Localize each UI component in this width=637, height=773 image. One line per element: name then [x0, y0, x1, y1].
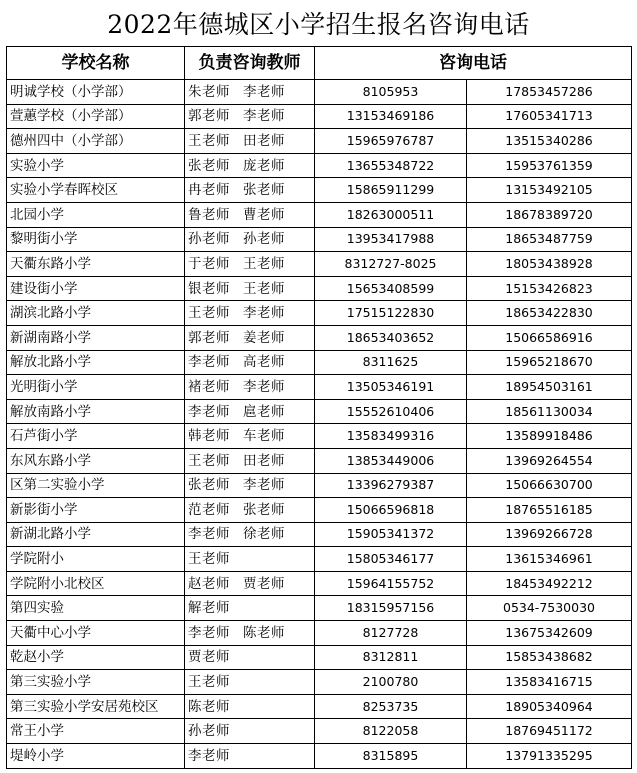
phone-2: 13153492105 — [467, 178, 632, 203]
phone-1: 17515122830 — [315, 301, 467, 326]
teacher-1: 王老师 — [188, 305, 230, 322]
school-name: 第三实验小学安居苑校区 — [7, 694, 185, 719]
table-row — [7, 547, 632, 572]
teacher-2: 孙老师 — [243, 231, 285, 248]
phone-2: 18053438928 — [467, 252, 632, 277]
school-name: 实验小学春晖校区 — [7, 178, 185, 203]
teacher-1: 银老师 — [188, 280, 230, 297]
table-row — [7, 645, 632, 670]
teacher-1: 李老师 — [188, 747, 230, 764]
teacher-1: 陈老师 — [188, 698, 230, 715]
teacher-1: 孙老师 — [188, 231, 230, 248]
school-name: 北园小学 — [7, 202, 185, 227]
phone-2: 18765516185 — [467, 498, 632, 523]
teacher-1: 郭老师 — [188, 329, 230, 346]
school-name: 区第二实验小学 — [7, 473, 185, 498]
table-row — [7, 301, 632, 326]
teacher-names — [185, 178, 315, 203]
teacher-2: 王老师 — [243, 280, 285, 297]
school-name: 实验小学 — [7, 153, 185, 178]
phone-1: 8315895 — [315, 744, 467, 769]
teacher-names — [185, 719, 315, 744]
teacher-1: 冉老师 — [188, 182, 230, 199]
phone-2: 18678389720 — [467, 202, 632, 227]
table-row — [7, 596, 632, 621]
phone-2: 15965218670 — [467, 350, 632, 375]
table-row — [7, 424, 632, 449]
table-row — [7, 80, 632, 105]
phone-1: 8122058 — [315, 719, 467, 744]
table-body — [7, 80, 632, 769]
table-row — [7, 498, 632, 523]
school-name: 新湖北路小学 — [7, 522, 185, 547]
teacher-2: 李老师 — [243, 305, 285, 322]
phone-1: 15653408599 — [315, 276, 467, 301]
phone-1: 13396279387 — [315, 473, 467, 498]
school-name: 东风东路小学 — [7, 448, 185, 473]
school-name: 学院附小北校区 — [7, 571, 185, 596]
phone-2: 17605341713 — [467, 104, 632, 129]
teacher-1: 郭老师 — [188, 108, 230, 125]
teacher-names — [185, 522, 315, 547]
teacher-names — [185, 104, 315, 129]
table-row — [7, 276, 632, 301]
table-row — [7, 522, 632, 547]
teacher-names — [185, 301, 315, 326]
teacher-2: 庞老师 — [243, 157, 285, 174]
teacher-1: 李老师 — [188, 624, 230, 641]
phone-2: 18561130034 — [467, 399, 632, 424]
phone-1: 18315957156 — [315, 596, 467, 621]
teacher-names — [185, 596, 315, 621]
table-row — [7, 448, 632, 473]
teacher-1: 解老师 — [188, 600, 230, 617]
teacher-names — [185, 498, 315, 523]
contact-table — [6, 46, 632, 769]
teacher-names — [185, 375, 315, 400]
phone-1: 13953417988 — [315, 227, 467, 252]
page-title: 2022年德城区小学招生报名咨询电话 — [107, 10, 530, 39]
school-name: 堤岭小学 — [7, 744, 185, 769]
teacher-names — [185, 645, 315, 670]
teacher-2: 贾老师 — [243, 575, 285, 592]
teacher-2: 李老师 — [243, 83, 285, 100]
teacher-1: 赵老师 — [188, 575, 230, 592]
teacher-names — [185, 350, 315, 375]
teacher-names — [185, 744, 315, 769]
phone-2: 15066630700 — [467, 473, 632, 498]
school-name: 天衢东路小学 — [7, 252, 185, 277]
teacher-1: 褚老师 — [188, 378, 230, 395]
teacher-names — [185, 473, 315, 498]
phone-1: 15552610406 — [315, 399, 467, 424]
phone-1: 15965976787 — [315, 129, 467, 154]
teacher-names — [185, 424, 315, 449]
table-row — [7, 227, 632, 252]
phone-1: 15066596818 — [315, 498, 467, 523]
phone-1: 15905341372 — [315, 522, 467, 547]
teacher-1: 韩老师 — [188, 428, 230, 445]
phone-1: 13583499316 — [315, 424, 467, 449]
school-name: 新湖南路小学 — [7, 325, 185, 350]
teacher-names — [185, 202, 315, 227]
table-row — [7, 153, 632, 178]
phone-1: 15964155752 — [315, 571, 467, 596]
school-name: 石芦街小学 — [7, 424, 185, 449]
teacher-1: 范老师 — [188, 501, 230, 518]
teacher-1: 李老师 — [188, 403, 230, 420]
school-name: 第三实验小学 — [7, 670, 185, 695]
teacher-2: 田老师 — [243, 132, 285, 149]
teacher-2: 王老师 — [243, 255, 285, 272]
teacher-2: 曹老师 — [243, 206, 285, 223]
teacher-1: 李老师 — [188, 354, 230, 371]
teacher-1: 张老师 — [188, 477, 230, 494]
school-name: 建设街小学 — [7, 276, 185, 301]
phone-2: 13969266728 — [467, 522, 632, 547]
table-row — [7, 571, 632, 596]
table-row — [7, 694, 632, 719]
teacher-names — [185, 571, 315, 596]
phone-2: 13791335295 — [467, 744, 632, 769]
teacher-names — [185, 153, 315, 178]
school-name: 解放北路小学 — [7, 350, 185, 375]
teacher-2: 李老师 — [243, 108, 285, 125]
teacher-1: 王老师 — [188, 132, 230, 149]
teacher-2: 张老师 — [243, 501, 285, 518]
header-teacher: 负责咨询教师 — [185, 47, 315, 80]
phone-1: 18653403652 — [315, 325, 467, 350]
teacher-names — [185, 129, 315, 154]
phone-2: 18653487759 — [467, 227, 632, 252]
table-row — [7, 719, 632, 744]
header-school: 学校名称 — [7, 47, 185, 80]
phone-2: 13675342609 — [467, 621, 632, 646]
teacher-2: 姜老师 — [243, 329, 285, 346]
teacher-2: 扈老师 — [243, 403, 285, 420]
teacher-1: 王老师 — [188, 674, 230, 691]
teacher-names — [185, 276, 315, 301]
teacher-names — [185, 694, 315, 719]
teacher-names — [185, 399, 315, 424]
teacher-2: 陈老师 — [243, 624, 285, 641]
teacher-1: 王老师 — [188, 551, 230, 568]
table-row — [7, 350, 632, 375]
phone-1: 8127728 — [315, 621, 467, 646]
school-name: 学院附小 — [7, 547, 185, 572]
table-row — [7, 375, 632, 400]
phone-1: 8253735 — [315, 694, 467, 719]
school-name: 黎明街小学 — [7, 227, 185, 252]
phone-2: 18453492212 — [467, 571, 632, 596]
phone-2: 13515340286 — [467, 129, 632, 154]
teacher-2: 车老师 — [243, 428, 285, 445]
teacher-2: 田老师 — [243, 452, 285, 469]
teacher-1: 朱老师 — [188, 83, 230, 100]
phone-2: 18954503161 — [467, 375, 632, 400]
table-header-row — [7, 47, 632, 80]
table-row — [7, 473, 632, 498]
teacher-names — [185, 252, 315, 277]
teacher-names — [185, 448, 315, 473]
phone-2: 15853438682 — [467, 645, 632, 670]
teacher-1: 孙老师 — [188, 723, 230, 740]
school-name: 光明街小学 — [7, 375, 185, 400]
teacher-names — [185, 80, 315, 105]
table-row — [7, 744, 632, 769]
table-row — [7, 325, 632, 350]
phone-1: 13853449006 — [315, 448, 467, 473]
phone-2: 15953761359 — [467, 153, 632, 178]
phone-1: 15805346177 — [315, 547, 467, 572]
phone-2: 18769451172 — [467, 719, 632, 744]
teacher-1: 鲁老师 — [188, 206, 230, 223]
teacher-2: 高老师 — [243, 354, 285, 371]
phone-1: 8312811 — [315, 645, 467, 670]
table-row — [7, 202, 632, 227]
phone-1: 13655348722 — [315, 153, 467, 178]
phone-1: 2100780 — [315, 670, 467, 695]
teacher-2: 张老师 — [243, 182, 285, 199]
phone-1: 13153469186 — [315, 104, 467, 129]
teacher-names — [185, 547, 315, 572]
school-name: 第四实验 — [7, 596, 185, 621]
school-name: 乾赵小学 — [7, 645, 185, 670]
school-name: 明诚学校（小学部） — [7, 80, 185, 105]
table-row — [7, 129, 632, 154]
table-row — [7, 252, 632, 277]
school-name: 解放南路小学 — [7, 399, 185, 424]
phone-1: 8311625 — [315, 350, 467, 375]
phone-2: 13969264554 — [467, 448, 632, 473]
table-row — [7, 399, 632, 424]
table-row — [7, 178, 632, 203]
school-name: 天衢中心小学 — [7, 621, 185, 646]
phone-2: 18905340964 — [467, 694, 632, 719]
table-row — [7, 621, 632, 646]
school-name: 德州四中（小学部） — [7, 129, 185, 154]
teacher-1: 李老师 — [188, 526, 230, 543]
phone-1: 8312727-8025 — [315, 252, 467, 277]
phone-1: 13505346191 — [315, 375, 467, 400]
phone-2: 13615346961 — [467, 547, 632, 572]
teacher-2: 李老师 — [243, 477, 285, 494]
phone-2: 13589918486 — [467, 424, 632, 449]
teacher-1: 王老师 — [188, 452, 230, 469]
phone-2: 18653422830 — [467, 301, 632, 326]
teacher-names — [185, 670, 315, 695]
phone-1: 18263000511 — [315, 202, 467, 227]
phone-2: 17853457286 — [467, 80, 632, 105]
phone-1: 15865911299 — [315, 178, 467, 203]
teacher-1: 张老师 — [188, 157, 230, 174]
header-phone: 咨询电话 — [315, 47, 632, 80]
teacher-1: 于老师 — [188, 255, 230, 272]
phone-2: 15153426823 — [467, 276, 632, 301]
teacher-names — [185, 621, 315, 646]
school-name: 湖滨北路小学 — [7, 301, 185, 326]
phone-1: 8105953 — [315, 80, 467, 105]
phone-2: 13583416715 — [467, 670, 632, 695]
teacher-names — [185, 325, 315, 350]
teacher-2: 徐老师 — [243, 526, 285, 543]
phone-2: 15066586916 — [467, 325, 632, 350]
teacher-1: 贾老师 — [188, 649, 230, 666]
school-name: 新影街小学 — [7, 498, 185, 523]
phone-2: 0534-7530030 — [467, 596, 632, 621]
school-name: 萱蕙学校（小学部） — [7, 104, 185, 129]
teacher-2: 李老师 — [243, 378, 285, 395]
school-name: 常王小学 — [7, 719, 185, 744]
table-row — [7, 670, 632, 695]
teacher-names — [185, 227, 315, 252]
table-row — [7, 104, 632, 129]
